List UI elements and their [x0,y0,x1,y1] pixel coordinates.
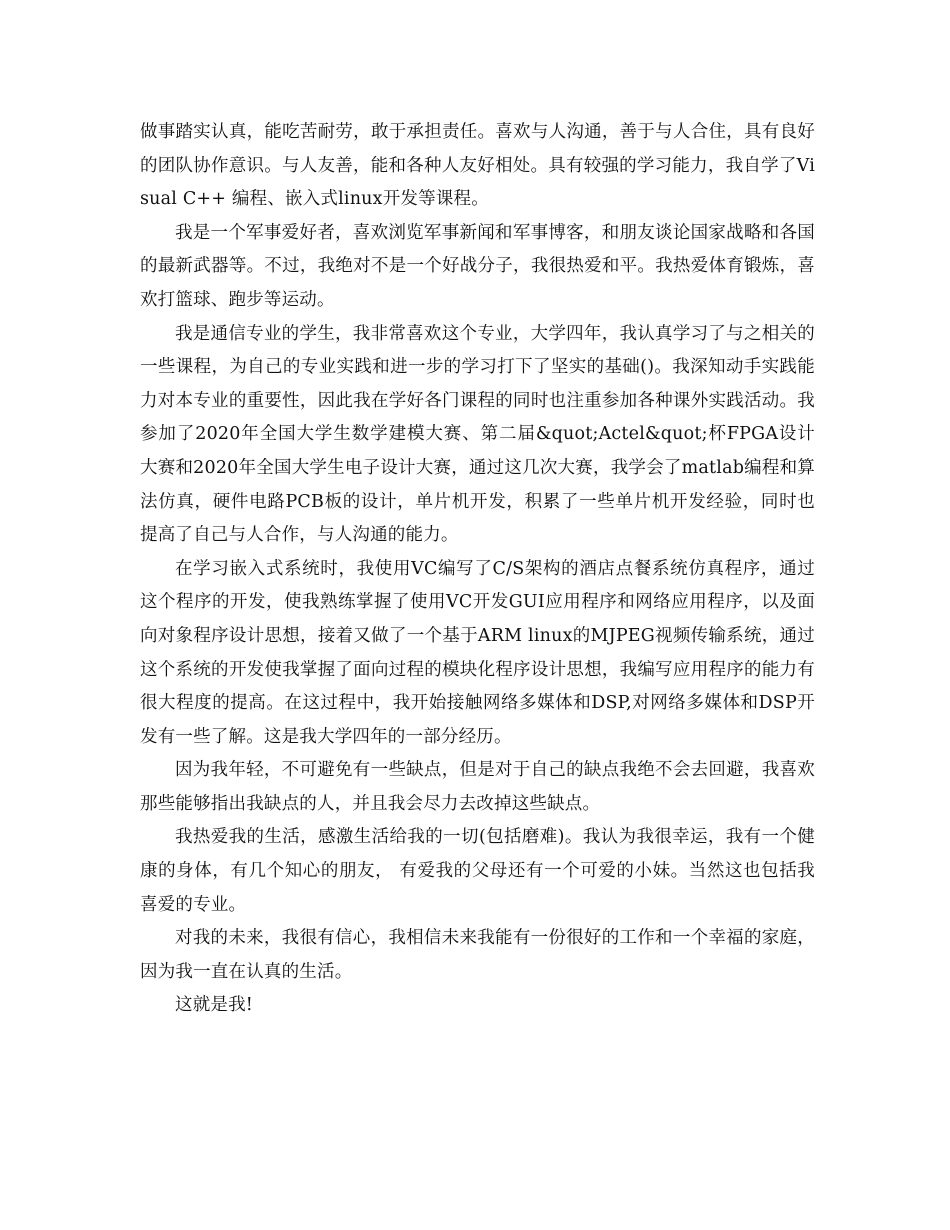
paragraph-life: 我热爱我的生活，感激生活给我的一切(包括磨难)。我认为我很幸运，我有一个健康的身体，有几个知心的朋友， 有爱我的父母还有一个可爱的小妹。当然这也包括我喜爱的专业。 [140,827,815,915]
document-body [140,116,815,1023]
paragraph-future: 对我的未来，我很有信心，我相信未来我能有一份很好的工作和一个幸福的家庭，因为我一直在认真的生活。 [140,928,815,982]
paragraph-military-hobby: 我是一个军事爱好者，喜欢浏览军事新闻和军事博客，和朋友谈论国家战略和各国的最新武器等。不过，我绝对不是一个好战分子，我很热爱和平。我热爱体育锻炼，喜欢打篮球、跑步等运动。 [140,222,815,310]
paragraph-continuation: 做事踏实认真，能吃苦耐劳，敢于承担责任。喜欢与人沟通，善于与人合住，具有良好的团队协作意识。与人友善，能和各种人友好相处。具有较强的学习能力，我自学了Visual C++ 编程、嵌入式linux开发等课程。 [140,122,815,210]
paragraph-major-study: 我是通信专业的学生，我非常喜欢这个专业，大学四年，我认真学习了与之相关的一些课程，为自己的专业实践和进一步的学习打下了坚实的基础()。我深知动手实践能力对本专业的重要性，因此我在学好各门课程的同时也注重参加各种课外实践活动。我参加了2020年全国大学生数学建模大赛、第二届&quot;Actel&quot;杯FPGA设计大赛和2020年全国大学生电子设计大赛，通过这几次大赛，我学会了matlab编程和算法仿真，硬件电路PCB板的设计，单片机开发，积累了一些单片机开发经验，同时也提高了自己与人合作，与人沟通的能力。 [140,323,815,546]
paragraph-shortcomings: 因为我年轻，不可避免有一些缺点，但是对于自己的缺点我绝不会去回避，我喜欢那些能够指出我缺点的人，并且我会尽力去改掉这些缺点。 [140,760,815,814]
paragraph-embedded-projects: 在学习嵌入式系统时，我使用VC编写了C/S架构的酒店点餐系统仿真程序，通过这个程序的开发，使我熟练掌握了使用VC开发GUI应用程序和网络应用程序，以及面向对象程序设计思想，接着又做了一个基于ARM linux的MJPEG视频传输系统，通过这个系统的开发使我掌握了面向过程的模块化程序设计思想，我编写应用程序的能力有很大程度的提高。在这过程中，我开始接触网络多媒体和DSP,对网络多媒体和DSP开发有一些了解。这是我大学四年的一部分经历。 [140,558,815,747]
paragraph-closing: 这就是我! [175,995,254,1016]
